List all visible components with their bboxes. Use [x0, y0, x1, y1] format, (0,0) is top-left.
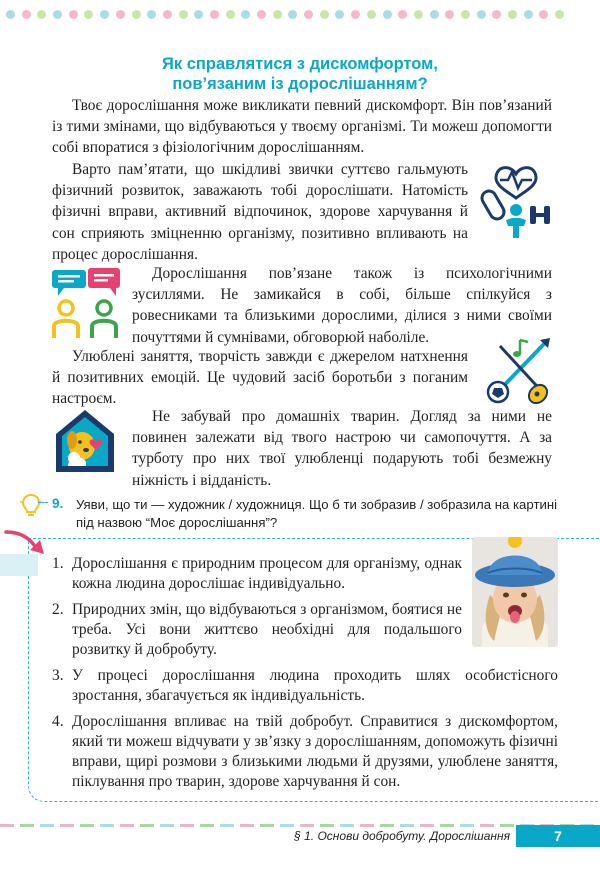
title-line-2: пов’язаним із дорослішанням? — [172, 75, 428, 93]
summary-item-1 — [52, 554, 462, 594]
header-dot — [100, 10, 109, 19]
header-dot — [524, 10, 533, 19]
header-dot — [226, 10, 235, 19]
section-title — [0, 54, 600, 94]
header-dot — [132, 10, 141, 19]
header-dot — [445, 10, 454, 19]
header-dot — [461, 10, 470, 19]
header-dot — [304, 10, 313, 19]
paragraph-1: Твоє дорослішання може викликати певний дискомфорт. Він пов’язаний із тими змінами, що відбуваються у твоєму організмі. Ти можеш допомогти собі впоратися з фізіологічним дорослішанням. — [52, 97, 552, 157]
header-dot — [84, 10, 93, 19]
header-dot — [539, 10, 548, 19]
summary-item-1-text: Дорослішання є природним процесом для організму, однак кожна людина дорослішає індивідуально. — [72, 555, 462, 592]
header-dot — [335, 10, 344, 19]
header-dot — [257, 10, 266, 19]
footer-chapter: § 1. Основи добробуту. Дорослішання — [294, 829, 510, 843]
header-dot — [555, 10, 564, 19]
header-dot — [22, 10, 31, 19]
header-dot — [37, 10, 46, 19]
header-dot — [398, 10, 407, 19]
summary-item-3 — [52, 666, 558, 706]
paragraph-4: Улюблені заняття, творчість завжди є джерелом натхнення й позитивних емоцій. Це чудовий засіб боротьби з поганим настроєм. — [52, 348, 468, 408]
header-dot — [53, 10, 62, 19]
girl-photo — [472, 537, 558, 647]
summary-item-2-number: 2. — [52, 601, 64, 618]
header-dot — [69, 10, 78, 19]
hobbies-icon — [480, 336, 556, 408]
summary-item-3-text: У процесі дорослішання людина проходить шлях особистісного зростання, збагачується як індивідуальність. — [72, 667, 558, 704]
header-dot — [320, 10, 329, 19]
summary-item-2 — [52, 600, 462, 660]
header-dot — [414, 10, 423, 19]
task-leader-line — [38, 502, 48, 503]
summary-item-3-number: 3. — [52, 667, 64, 684]
header-dot — [147, 10, 156, 19]
fitness-icon — [478, 160, 554, 242]
header-dot — [430, 10, 439, 19]
header-dot — [273, 10, 282, 19]
header-dot — [179, 10, 188, 19]
header-dot — [492, 10, 501, 19]
conversation-icon — [46, 264, 126, 342]
summary-item-2-text: Природних змін, що відбуваються з організмом, боятися не треба. Усі вони життєво необхідні для подальшого розвитку й добробуту. — [72, 601, 462, 658]
paragraph-2: Варто пам’ятати, що шкідливі звички суттєво гальмують фізичний розвиток, заважають тобі дорослішати. Натомість фізичні вправи, активний відпочинок, здорове харчування й сон сприяють зміцненню організму, позитивно впливають на процес дорослішання. — [52, 161, 468, 263]
task-text: Уяви, що ти — художник / художниця. Що б ти зобразив / зобразила на картині під назвою “Моє дорослішання”? — [76, 497, 558, 530]
arrow-icon — [4, 528, 48, 558]
header-dots — [6, 10, 564, 19]
paragraph-3: Дорослішання пов’язане також із психологічними зусиллями. Не замикайся в собі, більше спілкуйся з ровесниками та близькими дорослими, ділися з ними своїми почуттями й сумнівами, обговорюй наболіле. — [132, 265, 552, 346]
task-number: 9. — [52, 496, 64, 511]
footer-divider — [0, 824, 600, 827]
page-number: 7 — [516, 825, 600, 847]
header-dot — [210, 10, 219, 19]
header-dot — [241, 10, 250, 19]
lightbulb-icon — [20, 492, 42, 518]
summary-item-4 — [52, 712, 558, 792]
header-dot — [351, 10, 360, 19]
header-dot — [383, 10, 392, 19]
paragraph-5: Не забувай про домашніх тварин. Догляд за ними не повинен залежати від твого настрою чи самопочуття. А за турботу про них твої улюбленці подарують тобі безмежну ніжність і відданість. — [132, 408, 552, 489]
summary-item-1-number: 1. — [52, 555, 64, 572]
summary-item-4-number: 4. — [52, 713, 64, 730]
header-dot — [367, 10, 376, 19]
summary-item-4-text: Дорослішання впливає на твій добробут. Справитися з дискомфортом, який ти можеш відчувати у зв’язку з дорослішанням, допоможуть фізичні вправи, щирі розмови з близькими людьми й друзями, улюблене заняття, піклування про тварин, здорове харчування й сон. — [72, 713, 558, 790]
pet-house-icon — [52, 406, 118, 476]
header-dot — [6, 10, 15, 19]
header-dot — [163, 10, 172, 19]
title-line-1: Як справлятися з дискомфортом, — [162, 55, 438, 73]
header-dot — [194, 10, 203, 19]
header-dot — [477, 10, 486, 19]
summary-list — [52, 554, 558, 798]
header-dot — [508, 10, 517, 19]
header-dot — [288, 10, 297, 19]
header-dot — [116, 10, 125, 19]
